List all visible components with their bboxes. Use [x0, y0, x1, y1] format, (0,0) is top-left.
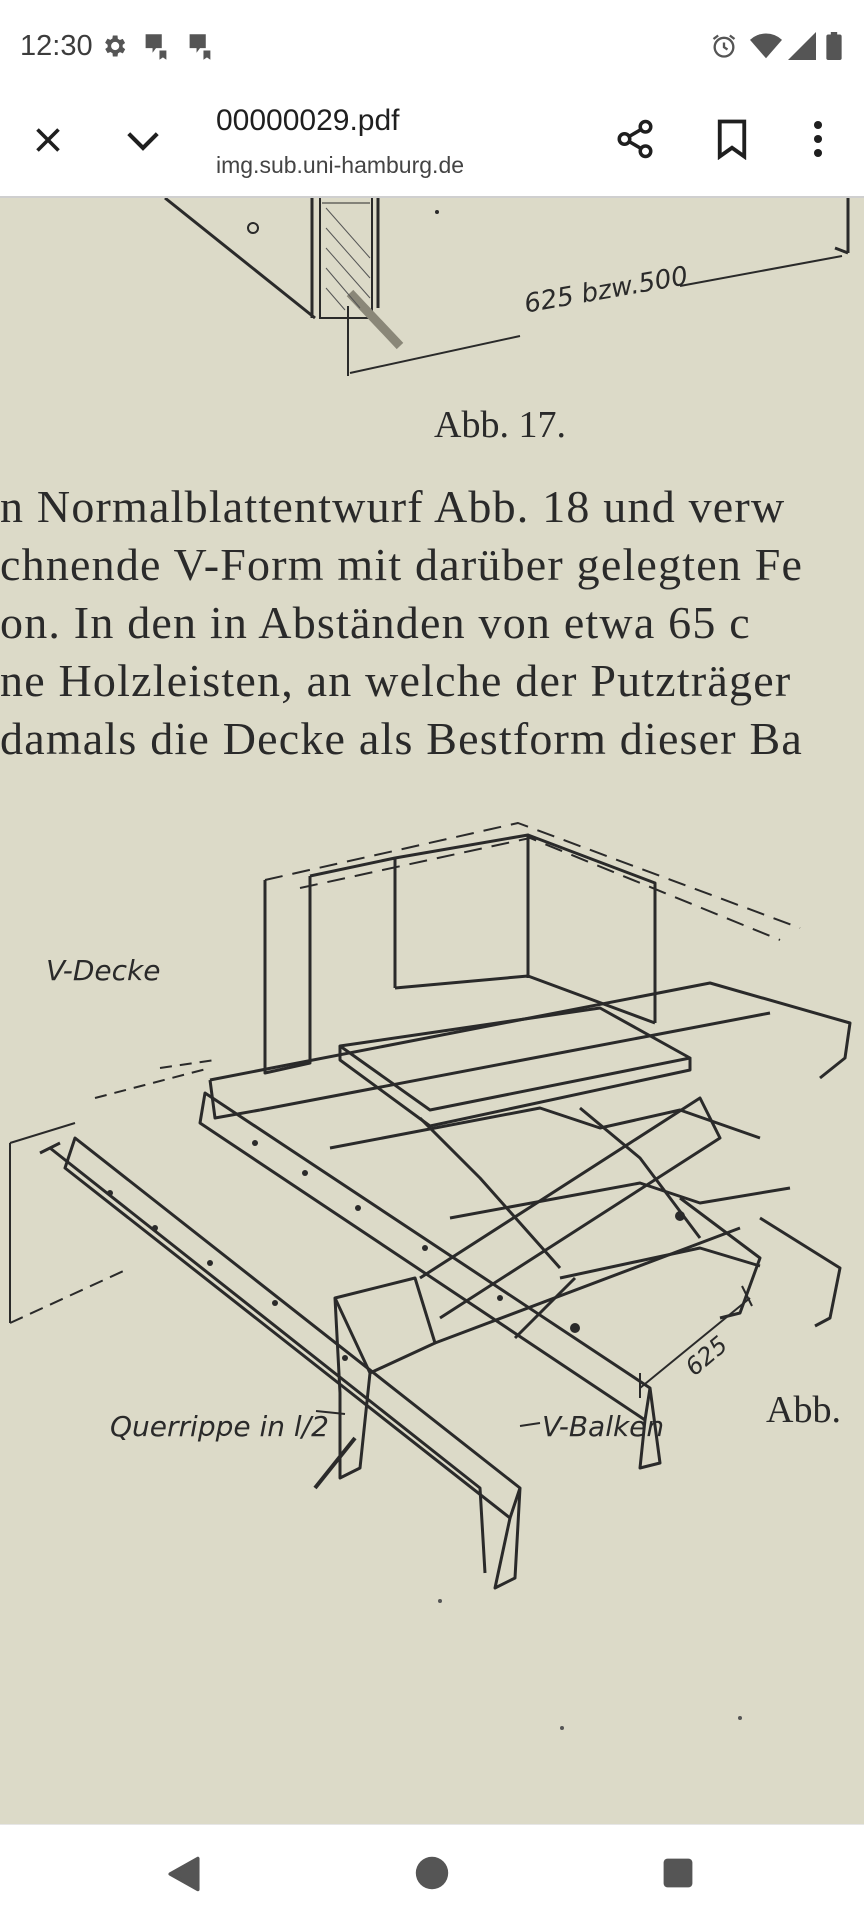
- figure-caption-17: Abb. 17.: [434, 404, 566, 446]
- text-line-3: on. In den in Abständen von etwa 65 c: [0, 597, 751, 648]
- text-line-5: damals die Decke als Bestform dieser Ba: [0, 713, 803, 764]
- wifi-icon: [750, 32, 782, 60]
- label-v-balken: V-Balken: [542, 1410, 665, 1443]
- document-host: img.sub.uni-hamburg.de: [216, 152, 465, 178]
- status-time: 12:30: [20, 30, 93, 62]
- figure-caption-18: Abb.: [766, 1389, 841, 1431]
- bookmark-icon[interactable]: [714, 118, 750, 160]
- close-icon[interactable]: [30, 122, 66, 158]
- chevron-down-icon[interactable]: [124, 124, 162, 156]
- signal-icon: [788, 32, 816, 60]
- share-icon[interactable]: [614, 118, 656, 160]
- navigation-bar: [0, 1824, 864, 1921]
- more-vert-icon[interactable]: [806, 118, 830, 160]
- document-title: 00000029.pdf: [216, 104, 400, 137]
- text-line-1: n Normalblattentwurf Abb. 18 und verw: [0, 481, 786, 532]
- back-triangle-icon[interactable]: [166, 1855, 202, 1893]
- figure-17-drawing: [0, 198, 864, 418]
- page-specks: [0, 1578, 864, 1778]
- alarm-icon: [710, 32, 738, 60]
- text-line-2: chnende V-Form mit darüber gelegten Fe: [0, 539, 804, 590]
- status-bar: [0, 0, 864, 100]
- pdf-page-view[interactable]: [0, 198, 864, 1824]
- notification-icon: [186, 32, 214, 62]
- label-querrippe: Querrippe in l/2: [110, 1410, 329, 1443]
- recents-square-icon[interactable]: [662, 1857, 694, 1889]
- dimension-label-top: 625 bzw.500: [522, 261, 691, 320]
- home-circle-icon[interactable]: [414, 1855, 450, 1891]
- notification-icon: [142, 32, 170, 62]
- dimension-label-bottom: 625: [680, 1330, 734, 1382]
- battery-icon: [826, 32, 842, 60]
- label-v-decke: V-Decke: [46, 954, 161, 987]
- gear-icon: [100, 32, 128, 60]
- text-line-4: ne Holzleisten, an welche der Putzträger: [0, 655, 792, 706]
